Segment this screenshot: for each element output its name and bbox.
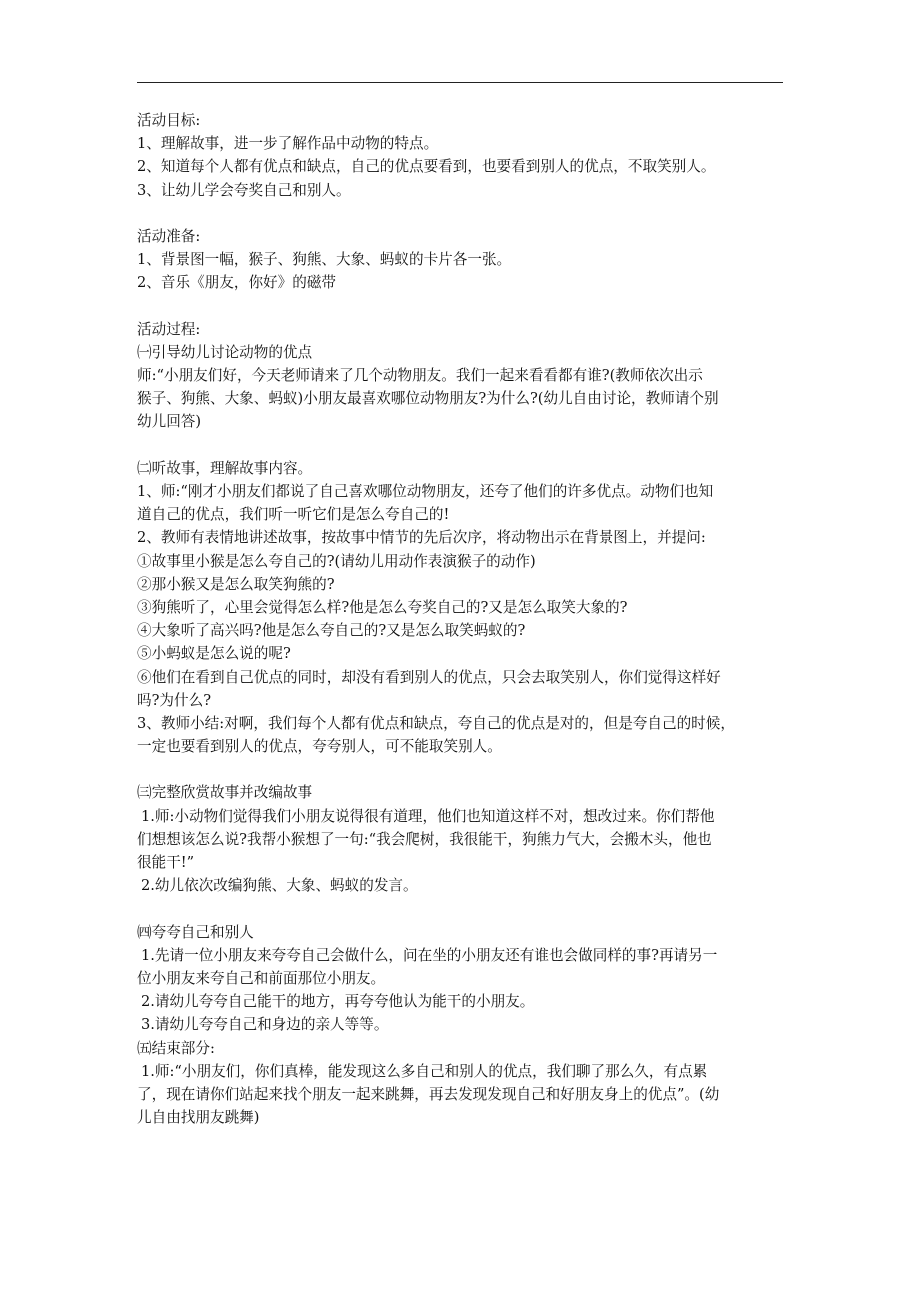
objective-item: 3、让幼儿学会夸奖自己和别人。: [137, 181, 351, 199]
part5-line: 1.师:“小朋友们，你们真棒，能发现这么多自己和别人的优点，我们聊了那么久，有点累: [141, 1062, 708, 1080]
part2-line: 道自己的优点，我们听一听它们是怎么夸自己的!: [137, 506, 450, 524]
spacer: [137, 295, 789, 318]
part2-line: 吗?为什么?: [137, 691, 212, 709]
part3-line: 们想想该怎么说?我帮小猴想了一句:“我会爬树，我很能干，狗熊力气大，会搬木头，他也: [137, 830, 712, 848]
part1-line: 师:“小朋友们好，今天老师请来了几个动物朋友。我们一起来看看都有谁?(教师依次出示: [137, 367, 703, 385]
part5-line: 了，现在请你们站起来找个朋友一起来跳舞，再去发现发现自己和好朋友身上的优点”。(幼: [137, 1085, 720, 1103]
spacer: [137, 202, 789, 225]
spacer: [137, 434, 789, 457]
part3-line: 很能干!”: [137, 854, 195, 871]
part2-line: ⑤小蚂蚁是怎么说的呢?: [137, 645, 291, 663]
part2-line: 3、教师小结:对啊，我们每个人都有优点和缺点，夸自己的优点是对的，但是夸自己的时候，: [137, 714, 735, 732]
spacer: [137, 897, 789, 920]
header-rule: [137, 82, 783, 83]
preparation-heading: 活动准备:: [137, 227, 201, 245]
part5-title: ㈤结束部分:: [137, 1039, 215, 1057]
part3-title: ㈢完整欣赏故事并改编故事: [137, 784, 313, 802]
process-section: [137, 318, 789, 1130]
part4-line: 位小朋友来夸自己和前面那位小朋友。: [137, 969, 386, 987]
part2-line: 2、教师有表情地讲述故事，按故事中情节的先后次序，将动物出示在背景图上，并提问:: [137, 529, 706, 547]
objective-item: 2、知道每个人都有优点和缺点，自己的优点要看到，也要看到别人的优点，不取笑别人。: [137, 158, 716, 176]
part4-line: 2.请幼儿夸夸自己能干的地方，再夸夸他认为能干的小朋友。: [141, 993, 535, 1011]
process-heading: 活动过程:: [137, 320, 201, 338]
part2-line: ⑥他们在看到自己优点的同时，却没有看到别人的优点，只会去取笑别人，你们觉得这样好: [137, 668, 721, 686]
part2-line: ②那小猴又是怎么取笑狗熊的?: [137, 575, 335, 593]
preparation-item: 2、音乐《朋友，你好》的磁带: [137, 274, 337, 292]
objectives-heading: 活动目标:: [137, 112, 201, 129]
preparation-item: 1、背景图一幅，猴子、狗熊、大象、蚂蚁的卡片各一张。: [137, 251, 512, 269]
part2-title: ㈡听故事，理解故事内容。: [137, 459, 313, 477]
part2-line: 一定也要看到别人的优点，夸夸别人，可不能取笑别人。: [137, 738, 502, 756]
part1-line: 幼儿回答): [137, 413, 202, 431]
preparation-section: [137, 225, 789, 295]
part4-line: 3.请幼儿夸夸自己和身边的亲人等等。: [141, 1016, 389, 1034]
objectives-section: [137, 109, 789, 202]
part4-line: 1.先请一位小朋友来夸夸自己会做什么，问在坐的小朋友还有谁也会做同样的事?再请另一: [141, 946, 718, 964]
part4-title: ㈣夸夸自己和别人: [137, 923, 254, 941]
part2-line: 1、师:“刚才小朋友们都说了自己喜欢哪位动物朋友，还夸了他们的许多优点。动物们也知: [137, 483, 714, 500]
part5-line: 儿自由找朋友跳舞): [137, 1109, 260, 1127]
part2-line: ③狗熊听了，心里会觉得怎么样?他是怎么夸奖自己的?又是怎么取笑大象的?: [137, 598, 628, 616]
part3-line: 2.幼儿依次改编狗熊、大象、蚂蚁的发言。: [141, 877, 418, 895]
part1-title: ㈠引导幼儿讨论动物的优点: [137, 343, 313, 361]
document-body: [137, 109, 789, 1129]
part3-line: 1.师:小动物们觉得我们小朋友说得很有道理，他们也知道这样不对，想改过来。你们帮他: [141, 807, 715, 825]
spacer: [137, 758, 789, 781]
part2-line: ④大象听了高兴吗?他是怎么夸自己的?又是怎么取笑蚂蚁的?: [137, 622, 526, 640]
objective-item: 1、理解故事，进一步了解作品中动物的特点。: [137, 135, 439, 153]
part2-line: ①故事里小猴是怎么夸自己的?(请幼儿用动作表演猴子的动作): [137, 552, 536, 570]
part1-line: 猴子、狗熊、大象、蚂蚁)小朋友最喜欢哪位动物朋友?为什么?(幼儿自由讨论，教师请个别: [137, 390, 719, 408]
